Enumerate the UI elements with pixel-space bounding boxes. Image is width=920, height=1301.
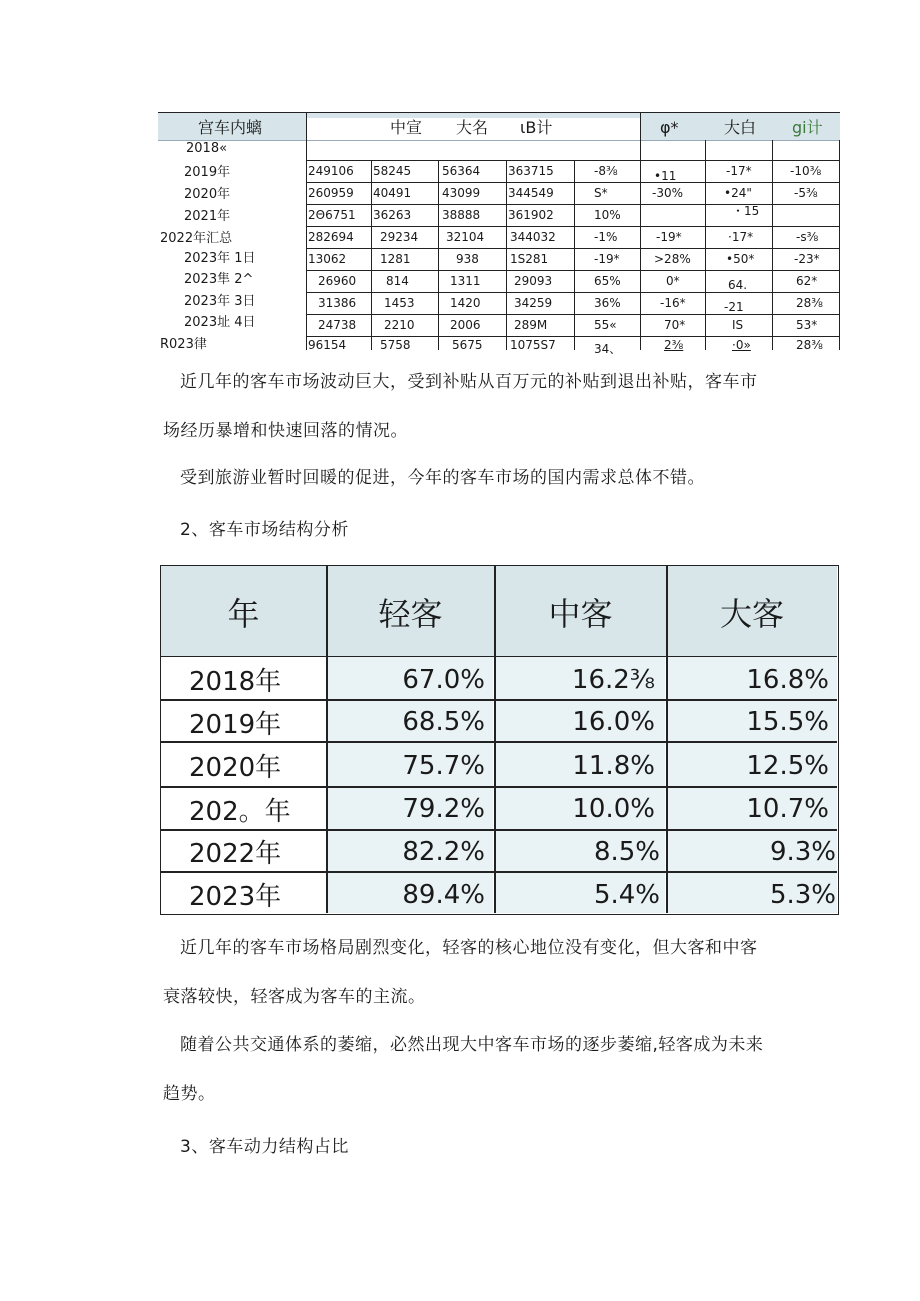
t2-light: 68.5%: [402, 707, 485, 737]
t1-cell: -23*: [794, 252, 820, 266]
t1-cell: 36263: [373, 208, 412, 222]
t1-cell: 28⅜: [796, 338, 823, 352]
t1-header-1: 中宣: [390, 118, 423, 137]
t1-cell: 29234: [380, 230, 419, 244]
t1-cell: S*: [594, 186, 608, 200]
t1-cell: 55«: [594, 318, 617, 332]
t2-medium: 16.2⅜: [571, 665, 655, 695]
market-structure-table: [160, 565, 839, 915]
section-heading-2: 2、客车市场结构分析: [180, 520, 349, 540]
t1-cell: -10⅜: [790, 164, 822, 178]
t1-cell: 289M: [514, 318, 548, 332]
t2-light: 67.0%: [402, 665, 485, 695]
t1-cell: 10%: [594, 208, 621, 222]
t2-large: 16.8%: [746, 665, 829, 695]
t1-cell: 1S281: [510, 252, 549, 266]
t2-light: 82.2%: [402, 837, 485, 867]
t1-cell: 31386: [318, 296, 357, 310]
t1-cell: 282694: [308, 230, 354, 244]
t2-year: 2022年: [189, 839, 282, 869]
t1-cell: 24738: [318, 318, 357, 332]
sales-table: [158, 112, 840, 356]
t1-cell: 62*: [796, 274, 818, 288]
t1-row-label: 2019年: [184, 165, 231, 180]
t1-row-label: 2018«: [186, 141, 228, 156]
t1-row-label: 2023年 1日: [184, 251, 256, 266]
t1-cell: 363715: [508, 164, 554, 178]
t1-row-label: R023律: [160, 337, 207, 352]
t2-header-medium: 中客: [548, 594, 613, 633]
t2-header-year: 年: [227, 594, 260, 633]
t1-cell: 65%: [594, 274, 621, 288]
t1-cell: 36%: [594, 296, 621, 310]
t2-medium: 5.4%: [593, 880, 660, 910]
paragraph-1-line-1: 近几年的客车市场波动巨大，受到补贴从百万元的补贴到退出补贴，客车市: [180, 372, 758, 392]
t1-cell: 53*: [796, 318, 818, 332]
t1-cell: 1075S7: [510, 338, 556, 352]
t2-year: 202。年: [189, 797, 291, 827]
t1-cell: -30%: [652, 186, 684, 200]
t1-cell: 70*: [664, 318, 686, 332]
t2-large: 5.3%: [769, 880, 836, 910]
t1-cell: -19*: [656, 230, 682, 244]
t1-cell: 28⅜: [796, 296, 823, 310]
t1-cell: •24": [724, 186, 752, 200]
t1-cell: 361902: [508, 208, 554, 222]
t2-header-light: 轻客: [378, 594, 443, 633]
t1-cell: 1453: [384, 296, 415, 310]
t2-large: 9.3%: [769, 837, 836, 867]
paragraph-3-line-1: 近几年的客车市场格局剧烈变化，轻客的核心地位没有变化，但大客和中客: [180, 938, 758, 958]
t2-large: 12.5%: [746, 751, 829, 781]
t1-cell: 0*: [666, 274, 680, 288]
t1-header-3: ιB计: [520, 118, 553, 137]
t1-cell: >28%: [654, 252, 691, 266]
t2-year: 2018年: [189, 667, 282, 697]
t1-row-label: 2023址 4日: [184, 315, 256, 330]
t1-cell: 56364: [442, 164, 481, 178]
t1-header-4: φ*: [660, 118, 679, 137]
t1-cell: -21: [724, 300, 744, 314]
t1-cell: 34、: [594, 342, 622, 356]
t2-large: 10.7%: [746, 794, 829, 824]
t2-light: 79.2%: [402, 794, 485, 824]
t1-cell: 2⅜: [664, 338, 684, 352]
t2-year: 2019年: [189, 710, 282, 740]
t1-cell: 29093: [514, 274, 553, 288]
t1-cell: 2Θ6751: [308, 208, 356, 222]
t1-cell: -1%: [594, 230, 618, 244]
t2-light: 89.4%: [402, 880, 485, 910]
t1-header-5: 大白: [724, 118, 757, 137]
t1-cell: 40491: [373, 186, 412, 200]
t1-cell: 38888: [442, 208, 481, 222]
t1-cell: -5⅜: [794, 186, 818, 200]
t1-cell: 64.: [728, 278, 748, 292]
t1-cell: ·0»: [732, 338, 751, 352]
t1-cell: 58245: [373, 164, 412, 178]
t1-cell: 260959: [308, 186, 354, 200]
t1-row-label: 2022年汇总: [160, 231, 233, 246]
paragraph-2: 受到旅游业暂时回暖的促进，今年的客车市场的国内需求总体不错。: [180, 468, 705, 488]
t1-cell: 34259: [514, 296, 553, 310]
paragraph-4-line-1: 随着公共交通体系的萎缩，必然出现大中客车市场的逐步萎缩,轻客成为未来: [180, 1035, 764, 1055]
t1-cell: 344032: [510, 230, 556, 244]
t1-row-label: 2023年 3日: [184, 294, 256, 309]
t1-row-label: 2020年: [184, 187, 231, 202]
t1-cell: IS: [732, 318, 744, 332]
t1-cell: -16*: [660, 296, 686, 310]
t1-cell: -17*: [726, 164, 752, 178]
t1-cell: 249106: [308, 164, 354, 178]
paragraph-1-line-2: 场经历暴增和快速回落的情况。: [163, 421, 408, 441]
t1-cell: 5675: [452, 338, 483, 352]
t1-cell: 1420: [450, 296, 481, 310]
t1-cell: 938: [456, 252, 479, 266]
t2-medium: 8.5%: [593, 837, 660, 867]
t1-cell: 1281: [380, 252, 411, 266]
t2-header-large: 大客: [719, 594, 784, 633]
t1-cell: ·17*: [728, 230, 754, 244]
t1-cell: 32104: [446, 230, 485, 244]
paragraph-4-line-2: 趋势。: [163, 1084, 216, 1104]
t1-cell: -8⅜: [594, 164, 618, 178]
t1-cell: •50*: [726, 252, 755, 266]
paragraph-3-line-2: 衰落较快，轻客成为客车的主流。: [163, 987, 426, 1007]
t2-medium: 10.0%: [572, 794, 655, 824]
t1-cell: 814: [386, 274, 409, 288]
t1-cell: 1311: [450, 274, 481, 288]
t1-cell: 96154: [308, 338, 347, 352]
t1-header-0: 宫车内螭: [198, 118, 263, 137]
t2-medium: 11.8%: [572, 751, 655, 781]
t1-header-2: 大名: [456, 118, 489, 137]
t1-cell: ・15: [732, 204, 760, 218]
t1-cell: 344549: [508, 186, 554, 200]
t1-row-label: 2021年: [184, 209, 231, 224]
t1-cell: 5758: [380, 338, 411, 352]
t1-row-label: 2023隼 2^: [184, 272, 254, 287]
t1-cell: -19*: [594, 252, 620, 266]
t1-cell: •11: [654, 169, 677, 183]
t2-light: 75.7%: [402, 751, 485, 781]
t1-cell: 26960: [318, 274, 357, 288]
t1-cell: 13062: [308, 252, 347, 266]
t2-year: 2023年: [189, 882, 282, 912]
t2-medium: 16.0%: [572, 707, 655, 737]
t2-year: 2020年: [189, 753, 282, 783]
section-heading-3: 3、客车动力结构占比: [180, 1137, 349, 1157]
t1-cell: -s⅜: [796, 230, 819, 244]
t2-large: 15.5%: [746, 707, 829, 737]
t1-cell: 2006: [450, 318, 481, 332]
t1-cell: 43099: [442, 186, 481, 200]
t1-header-6: gi计: [792, 118, 823, 137]
t1-cell: 2210: [384, 318, 415, 332]
